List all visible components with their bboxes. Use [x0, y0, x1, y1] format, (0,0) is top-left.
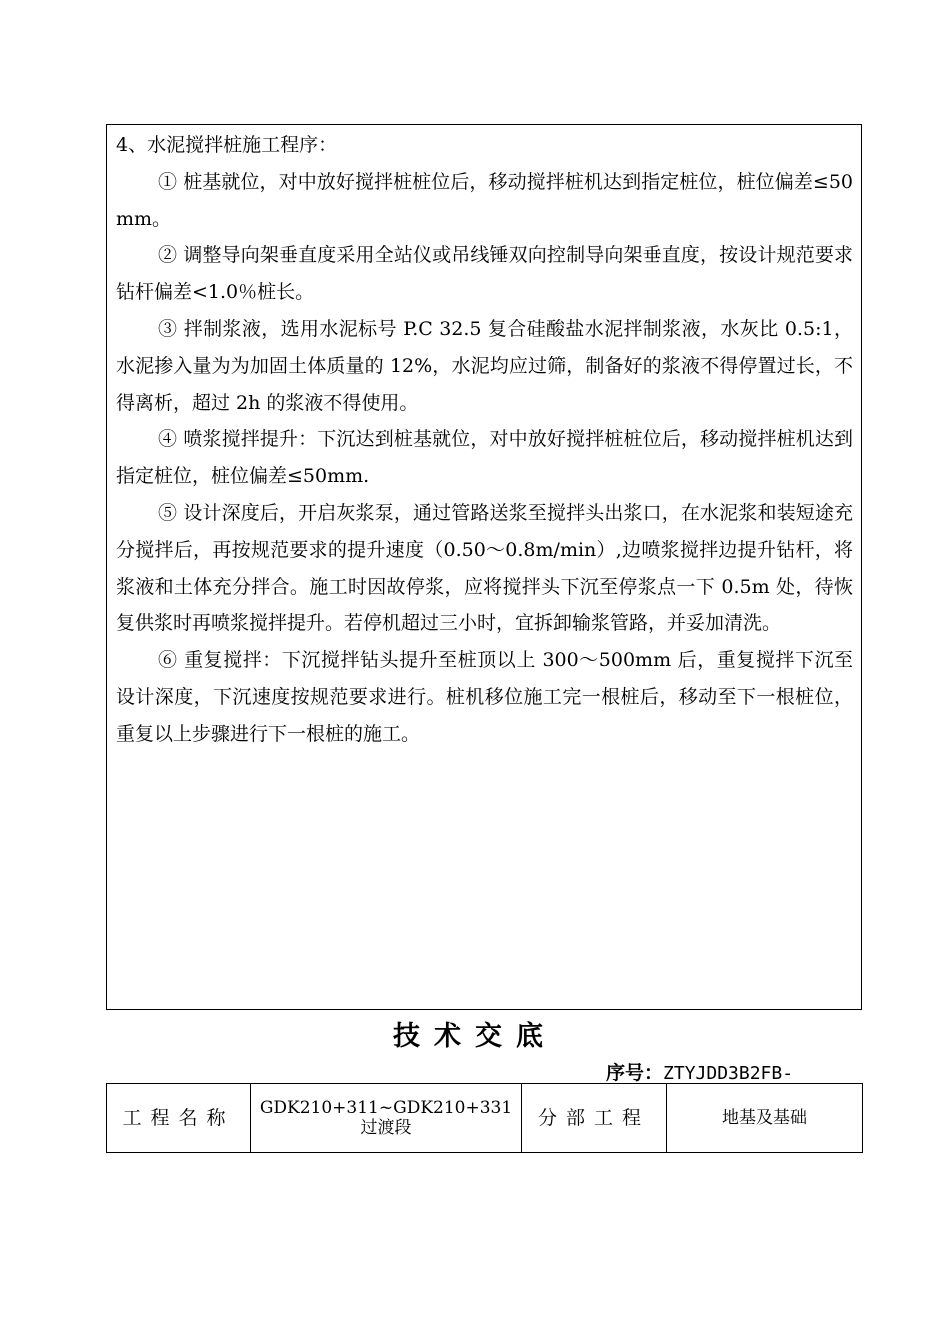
body-paragraph-step-4: ④ 喷浆搅拌提升：下沉达到桩基就位，对中放好搅拌桩桩位后，移动搅拌桩机达到指定桩位，桩位偏差≤50mm. [116, 428, 853, 488]
sub-project-value: 地基及基础 [667, 1084, 863, 1153]
info-table [106, 1083, 863, 1153]
project-name-label: 工程名称 [107, 1084, 251, 1153]
body-paragraph-heading: 4、水泥搅拌桩施工程序： [116, 134, 338, 156]
body-paragraph-step-2: ② 调整导向架垂直度采用全站仪或吊线锤双向控制导向架垂直度，按设计规范要求钻杆偏差<1.0％桩长。 [116, 244, 853, 304]
body-paragraph-step-6: ⑥ 重复搅拌：下沉搅拌钻头提升至桩顶以上 300～500mm 后，重复搅拌下沉至设计深度，下沉速度按规范要求进行。桩机移位施工完一根桩后，移动至下一根桩位，重复以上步骤进行下一根桩的施工。 [116, 649, 853, 745]
sub-project-label: 分部工程 [522, 1084, 667, 1153]
serial-label: 序号： [606, 1062, 664, 1084]
project-name-value: GDK210+311~GDK210+331 过渡段 [251, 1084, 522, 1153]
body-paragraph-step-3: ③ 拌制浆液，选用水泥标号 P.C 32.5 复合硅酸盐水泥拌制浆液，水灰比 0.5:1，水泥掺入量为为加固土体质量的 12%，水泥均应过筛，制备好的浆液不得停置过长，不得离析，超过 2h 的浆液不得使用。 [116, 317, 853, 414]
info-table-row [107, 1084, 863, 1153]
serial-number [606, 1058, 793, 1085]
serial-value: ZTYJDD3B2FB- [663, 1063, 794, 1084]
content-box [106, 124, 862, 1010]
body-paragraph-step-5: ⑤ 设计深度后，开启灰浆泵，通过管路送浆至搅拌头出浆口，在水泥浆和装短途充分搅拌后，再按规范要求的提升速度（0.50～0.8m/min）,边喷浆搅拌边提升钻杆，将浆液和土体充分拌合。施工时因故停浆，应将搅拌头下沉至停浆点一下 0.5m 处，待恢复供浆时再喷浆搅拌提升。若停机超过三小时，宜拆卸输浆管路，并妥加清洗。 [116, 501, 853, 635]
body-paragraph-step-1: ① 桩基就位，对中放好搅拌桩桩位后，移动搅拌桩机达到指定桩位，桩位偏差≤50mm。 [116, 170, 853, 230]
document-title: 技术交底 [393, 1021, 557, 1052]
